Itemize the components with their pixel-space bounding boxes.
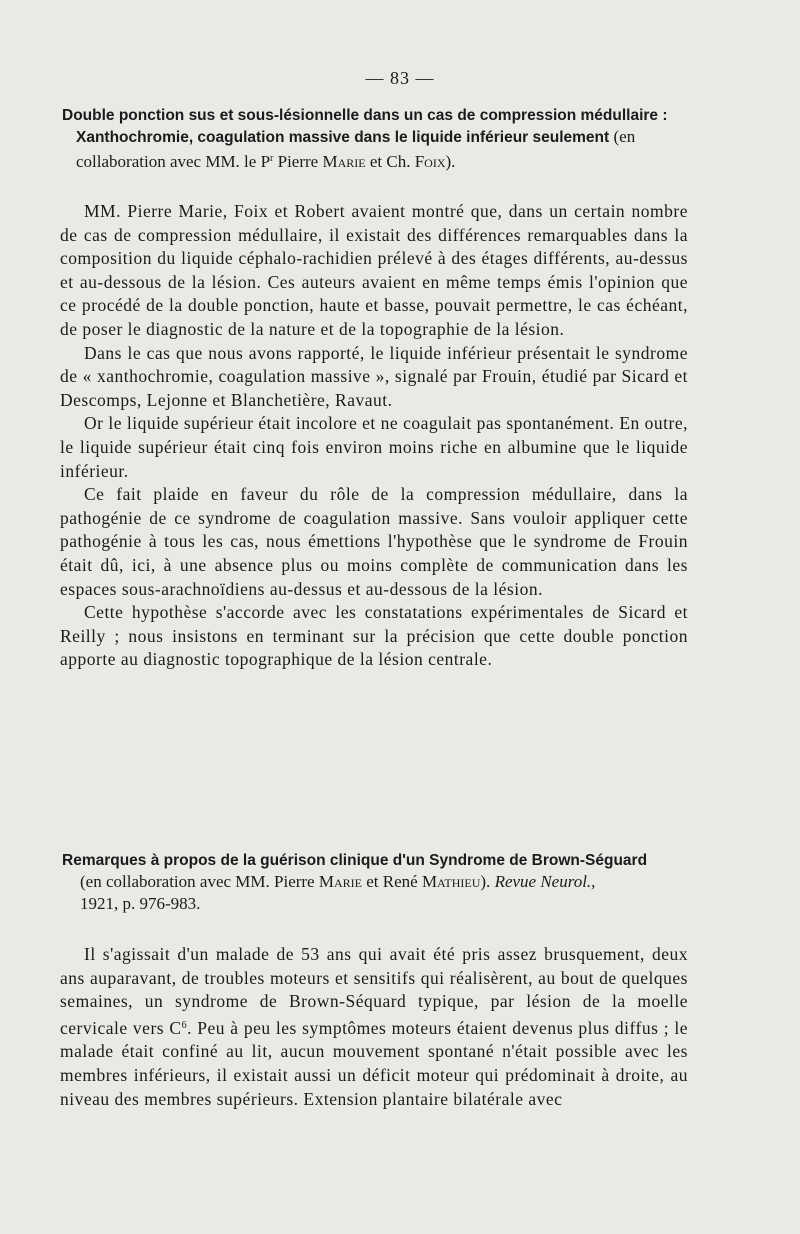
- paragraph: MM. Pierre Marie, Foix et Robert avaient montré que, dans un certain nombre de cas de compression médullaire, il existait des différences remarquables dans la composition du liquide céphalo-rachidien prélevé à des étages différents, au-dessus et au-dessous de la lésion. Ces auteurs avaient en même temps émis l'opinion que ce procédé de la double ponction, haute et basse, pouvait permettre, le cas échéant, de poser le diagnostic de la nature et de la topographie de la lésion.: [60, 201, 688, 339]
- section-title-line1: Remarques à propos de la guérison clinique d'un Syndrome de Brown-Séguard: [62, 852, 648, 869]
- section-title: [62, 105, 702, 173]
- section-title: [62, 850, 702, 915]
- paragraph: Dans le cas que nous avons rapporté, le liquide inférieur présentait le syndrome de « xanthochromie, coagulation massive », signalé par Frouin, étudié par Sicard et Descomps, Lejonne et Blanchetière, Ravaut.: [60, 342, 688, 410]
- reference-pages: 1921, p. 976-983.: [80, 894, 201, 913]
- section-body: [60, 200, 688, 672]
- journal-name: Revue Neurol.,: [494, 872, 596, 891]
- collaboration-note: (en collaboration avec MM. le $P^r$ Pierre Marie et Ch. Foix).: [76, 127, 636, 171]
- paragraph: Cette hypothèse s'accorde avec les constatations expérimentales de Sicard et Reilly ; nous insistons en terminant sur la précision que cette double ponction apporte au diagnostic topographique de la lésion centrale.: [60, 602, 688, 670]
- page-number: — 83 —: [365, 68, 435, 88]
- paragraph: Ce fait plaide en faveur du rôle de la compression médullaire, dans la pathogénie de ce syndrome de coagulation massive. Sans vouloir appliquer cette pathogénie à tous les cas, nous émettions l'hypothèse que le syndrome de Frouin était dû, ici, à une absence plus ou moins complète de communication dans les espaces sous-arachnoïdiens au-dessus et au-dessous de la lésion.: [60, 484, 688, 599]
- section-title-line1: Double ponction sus et sous-lésionnelle dans un cas de compression médullaire :: [62, 107, 668, 124]
- collaboration-note: (en collaboration avec MM. Pierre Marie et René Mathieu). Revue Neurol.,: [80, 872, 596, 891]
- paragraph: Or le liquide supérieur était incolore et ne coagulait pas spontanément. En outre, le liquide supérieur était cinq fois environ moins riche en albumine que le liquide inférieur.: [60, 413, 688, 481]
- section-body: [60, 943, 688, 1111]
- section-title-line2: Xanthochromie, coagulation massive dans le liquide inférieur seulement: [76, 129, 610, 146]
- paragraph: Il s'agissait d'un malade de 53 ans qui avait été pris assez brusquement, deux ans auparavant, de troubles moteurs et sensitifs qui réalisèrent, au bout de quelques semaines, un syndrome de Brown-Séquard typique, par lésion de la moelle cervicale vers $C^6$. Peu à peu les symptômes moteurs étaient devenus plus diffus ; le malade était confiné au lit, aucun mouvement spontané n'était possible avec les membres inférieurs, il existait aussi un déficit moteur qui prédominait à droite, au niveau des membres supérieurs. Extension plantaire bilatérale avec: [60, 944, 688, 1109]
